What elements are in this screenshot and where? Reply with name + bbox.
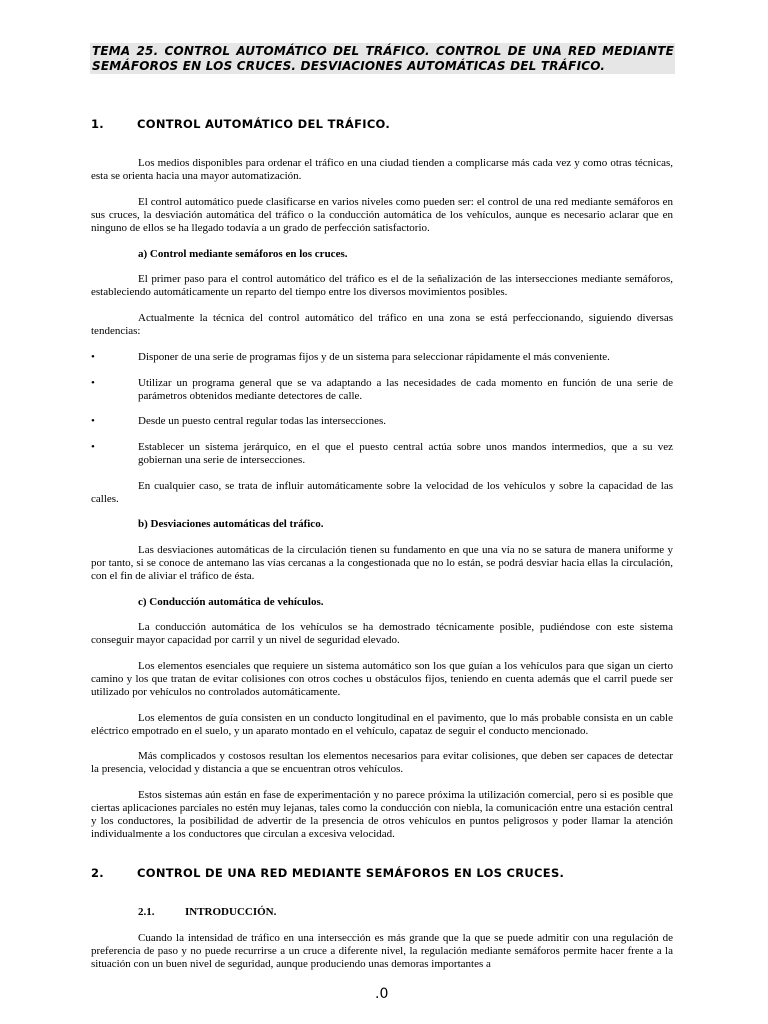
paragraph: El primer paso para el control automático del tráfico es el de la señalización de las intersecciones mediante semáforos, estableciendo automáticamente un reparto del tiempo entre los diversos movimientos posibles. bbox=[91, 273, 673, 298]
list-item bbox=[91, 377, 673, 403]
subheading-a: a) Control mediante semáforos en los cruces. bbox=[138, 248, 348, 260]
list-item-text: Desde un puesto central regular todas las intersecciones. bbox=[138, 415, 387, 427]
section-title: CONTROL DE UNA RED MEDIANTE SEMÁFOROS EN LOS CRUCES. bbox=[137, 866, 565, 880]
paragraph: Actualmente la técnica del control automático del tráfico en una zona se está perfeccionando, siguiendo diversas tendencias: bbox=[91, 312, 673, 337]
paragraph: El control automático puede clasificarse en varios niveles como pueden ser: el control de una red mediante semáforos en sus cruces, la desviación automática del tráfico o la conducción automática de los vehículos, aunque es necesario aclarar que en ninguno de ellos se ha llegado todavía a un grado de perfección satisfactorio. bbox=[91, 196, 673, 234]
list-item bbox=[91, 441, 673, 467]
paragraph: Los elementos esenciales que requiere un sistema automático son los que guían a los vehículos para que sigan un cierto camino y los que tratan de evitar colisiones con otros coches u obstáculos fijos, teniendo en cuenta además que el carril puede ser utilizado por vehículos no controlados automáticamente. bbox=[91, 660, 673, 698]
bullet-icon: • bbox=[91, 441, 95, 453]
paragraph: Los elementos de guía consisten en un conducto longitudinal en el pavimento, que lo más probable consista en un cable eléctrico empotrado en el suelo, y un aparato montado en el vehículo, capataz de seguir el conducto mencionado. bbox=[91, 712, 673, 737]
subheading-c: c) Conducción automática de vehículos. bbox=[138, 596, 324, 608]
section-heading-2 bbox=[91, 866, 564, 880]
paragraph: Estos sistemas aún están en fase de experimentación y no parece próxima la utilización comercial, pero si es posible que ciertas aplicaciones parciales no estén muy lejanas, tales como la conducción con niebla, la comunicación entre una estación central y los conductores, la posibilidad de advertir de la presencia de otros vehículos en puntos peligrosos y poder llamar la atención individualmente a los conductores que circulan a excesiva velocidad. bbox=[91, 789, 673, 840]
list-item-text: Establecer un sistema jerárquico, en el que el puesto central actúa sobre unos mandos intermedios, que a su vez gobiernan una serie de intersecciones. bbox=[138, 441, 673, 466]
subsection-heading-2-1 bbox=[138, 906, 276, 918]
section-title: CONTROL AUTOMÁTICO DEL TRÁFICO. bbox=[137, 117, 391, 131]
section-number: 2. bbox=[91, 866, 104, 880]
bullet-icon: • bbox=[91, 351, 95, 363]
list-item-text: Disponer de una serie de programas fijos y de un sistema para seleccionar rápidamente el más conveniente. bbox=[138, 351, 610, 363]
paragraph: La conducción automática de los vehículos se ha demostrado técnicamente posible, pudiéndose con este sistema conseguir mayor capacidad por carril y un nivel de seguridad elevado. bbox=[91, 621, 673, 646]
document-title: TEMA 25. CONTROL AUTOMÁTICO DEL TRÁFICO. CONTROL DE UNA RED MEDIANTE SEMÁFOROS EN LOS CRUCES. DESVIACIONES AUTOMÁTICAS DEL TRÁFICO. bbox=[92, 44, 674, 73]
paragraph: En cualquier caso, se trata de influir automáticamente sobre la velocidad de los vehículos y sobre la capacidad de las calles. bbox=[91, 480, 673, 505]
list-item bbox=[91, 351, 673, 364]
paragraph: Cuando la intensidad de tráfico en una intersección es más grande que la que se puede admitir con una regulación de preferencia de paso y no puede recurrirse a un cruce a diferente nivel, la regulación mediante semáforos permite hacer frente a la situación con un buen nivel de seguridad, aunque produciendo unas demoras importantes a bbox=[91, 932, 673, 970]
subsection-title: INTRODUCCIÓN. bbox=[185, 906, 277, 918]
bullet-icon: • bbox=[91, 415, 95, 427]
list-item bbox=[91, 415, 673, 428]
subsection-number: 2.1. bbox=[138, 906, 155, 918]
section-heading-1 bbox=[91, 117, 390, 131]
paragraph: Las desviaciones automáticas de la circulación tienen su fundamento en que una vía no se satura de manera uniforme y por tanto, si se conoce de antemano las vías cercanas a la congestionada que no lo están, se podrá desviar hacia ellas la circulación, con el fin de aliviar el tráfico de ésta. bbox=[91, 544, 673, 582]
paragraph: Los medios disponibles para ordenar el tráfico en una ciudad tienden a complicarse más cada vez y como otras técnicas, esta se orienta hacia una mayor automatización. bbox=[91, 157, 673, 182]
paragraph: Más complicados y costosos resultan los elementos necesarios para evitar colisiones, que deben ser capaces de detectar la presencia, velocidad y distancia a que se encuentran otros vehículos. bbox=[91, 750, 673, 775]
list-item-text: Utilizar un programa general que se va adaptando a las necesidades de cada momento en función de una serie de parámetros obtenidos mediante detectores de calle. bbox=[138, 377, 673, 402]
section-number: 1. bbox=[91, 117, 104, 131]
page-number: .0 bbox=[375, 986, 389, 1002]
subheading-b: b) Desviaciones automáticas del tráfico. bbox=[138, 518, 324, 530]
bullet-icon: • bbox=[91, 377, 95, 389]
